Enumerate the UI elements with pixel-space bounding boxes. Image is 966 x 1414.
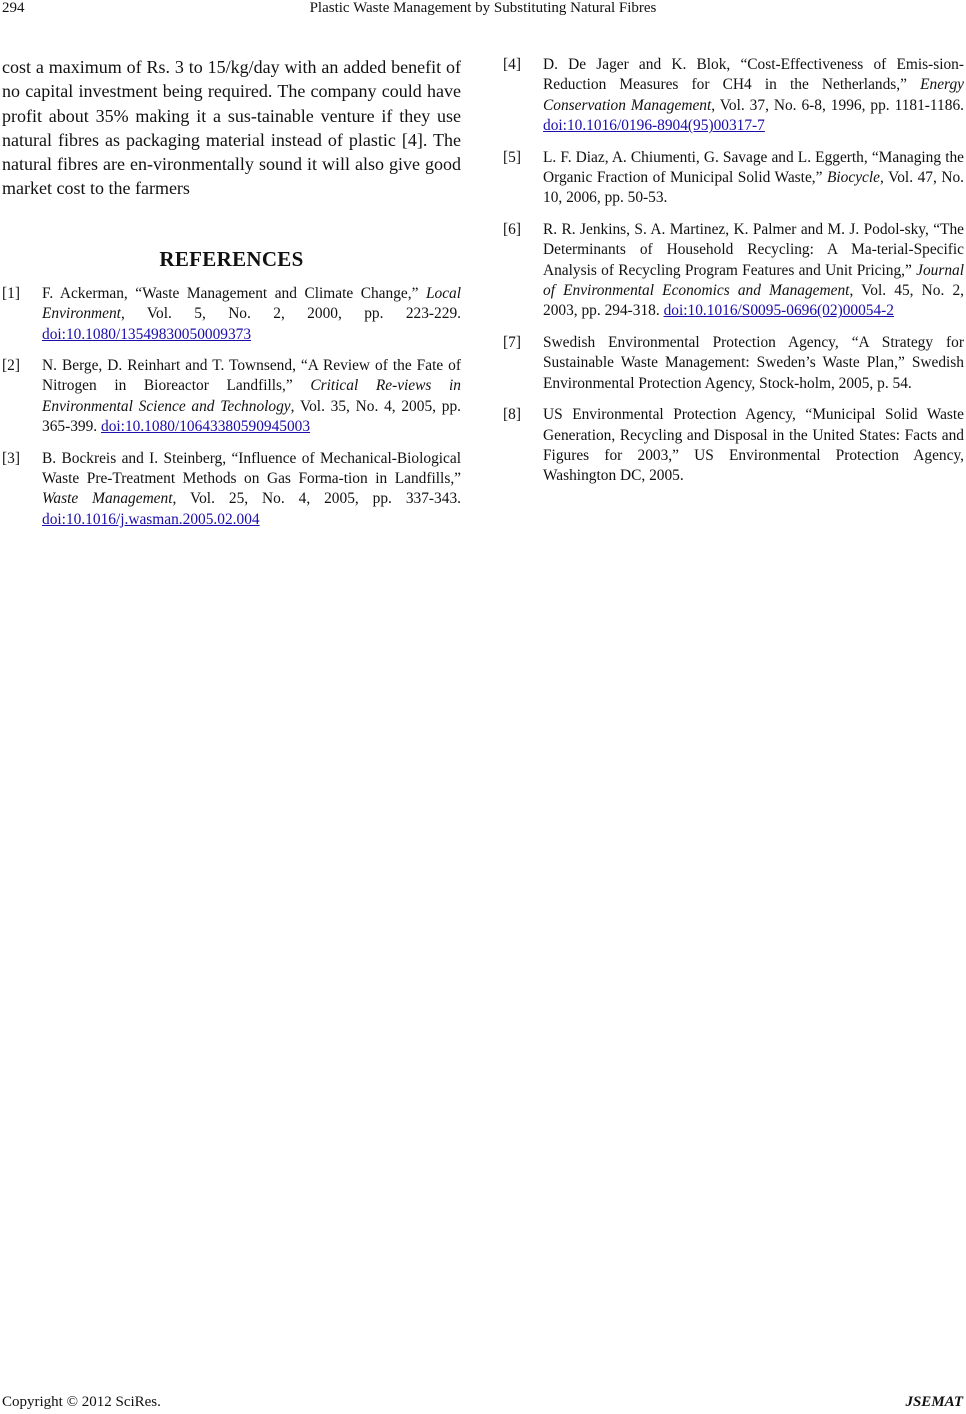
reference-doi-link[interactable]: doi:10.1016/j.wasman.2005.02.004	[42, 510, 260, 528]
reference-text: L. F. Diaz, A. Chiumenti, G. Savage and L. Eggerth, “Managing the Organic Fraction of Municipal Solid Waste,”	[543, 148, 964, 187]
journal-abbreviation: JSEMAT	[905, 1394, 963, 1410]
reference-number: [5]	[503, 148, 521, 166]
page-header	[0, 0, 966, 22]
right-column	[503, 55, 964, 498]
page-number: 294	[2, 0, 25, 16]
reference-text: F. Ackerman, “Waste Management and Climate Change,”	[42, 284, 426, 302]
reference-text: B. Bockreis and I. Steinberg, “Influence of Mechanical-Biological Waste Pre-Treatment Methods on Gas Forma-tion in Landfills,”	[42, 449, 461, 488]
reference-journal: Biocycle	[827, 169, 880, 187]
copyright-notice: Copyright © 2012 SciRes.	[2, 1394, 161, 1410]
reference-item-2	[2, 356, 461, 438]
reference-item-6	[503, 220, 964, 322]
reference-text: R. R. Jenkins, S. A. Martinez, K. Palmer and M. J. Podol-sky, “The Determinants of Household Recycling: A Ma-terial-Specific Analysis of Recycling Program Features and Unit Pricing,”	[543, 220, 964, 279]
reference-number: [1]	[2, 284, 20, 302]
reference-text: N. Berge, D. Reinhart and T. Townsend, “A Review of the Fate of Nitrogen in Bioreactor Landfills,”	[42, 357, 461, 395]
reference-item-3	[2, 449, 461, 531]
reference-doi-link[interactable]: doi:10.1080/13549830050009373	[42, 325, 252, 343]
reference-number: [7]	[503, 333, 521, 351]
reference-journal: Journal of Environmental Economics and Management	[543, 261, 964, 300]
reference-doi-link[interactable]: doi:10.1016/0196-8904(95)00317-7	[543, 117, 765, 135]
left-column	[2, 55, 461, 541]
running-title: Plastic Waste Management by Substituting Natural Fibres	[309, 0, 657, 16]
reference-details: , Vol. 5, No. 2, 2000, pp. 223-229.	[120, 305, 461, 323]
reference-item-5	[503, 148, 964, 209]
reference-text: US Environmental Protection Agency, “Municipal Solid Waste Generation, Recycling and Disposal in the United States: Facts and Figures for 2003,” US Environmental Protection Agency, Washington DC, 2005.	[543, 406, 964, 485]
references-heading: REFERENCES	[159, 246, 304, 271]
reference-number: [3]	[2, 449, 20, 467]
body-paragraph: cost a maximum of Rs. 3 to 15/kg/day with an added benefit of no capital investment being required. The company could have profit about 35% making it a sus-tainable venture if they use natural fibres as packaging material instead of plastic [4]. The natural fibres are en-vironmentally sound it will also give good market cost to the farmers	[2, 57, 461, 199]
reference-number: [4]	[503, 56, 521, 73]
reference-item-1	[2, 284, 461, 345]
reference-number: [8]	[503, 406, 521, 424]
reference-details: , Vol. 35, No. 4, 2005, pp. 365-399.	[42, 397, 461, 436]
reference-details: , Vol. 45, No. 2, 2003, pp. 294-318.	[543, 282, 964, 320]
reference-item-4	[503, 55, 964, 137]
reference-journal: Local Environment	[42, 284, 461, 323]
reference-doi-link[interactable]: doi:10.1016/S0095-0696(02)00054-2	[663, 302, 894, 320]
reference-text: D. De Jager and K. Blok, “Cost-Effectiveness of Emis-sion-Reduction Measures for CH4 in the Netherlands,”	[543, 56, 964, 94]
reference-item-8	[503, 405, 964, 487]
reference-doi-link[interactable]: doi:10.1080/10643380590945003	[101, 418, 311, 436]
reference-number: [6]	[503, 220, 521, 238]
reference-number: [2]	[2, 357, 20, 374]
reference-journal: Waste Management	[42, 490, 173, 508]
reference-details: , Vol. 37, No. 6-8, 1996, pp. 1181-1186.	[711, 96, 964, 114]
reference-journal: Energy Conservation Management	[543, 76, 964, 114]
reference-journal: Critical Re-views in Environmental Science and Technology	[42, 377, 461, 415]
reference-item-7	[503, 333, 964, 394]
reference-details: , Vol. 25, No. 4, 2005, pp. 337-343.	[172, 490, 461, 508]
reference-details: , Vol. 47, No. 10, 2006, pp. 50-53.	[543, 169, 964, 207]
reference-text: Swedish Environmental Protection Agency, “A Strategy for Sustainable Waste Management: Sweden’s Waste Plan,” Swedish Environmental Protection Agency, Stock-holm, 2005, p. 54.	[543, 333, 964, 392]
